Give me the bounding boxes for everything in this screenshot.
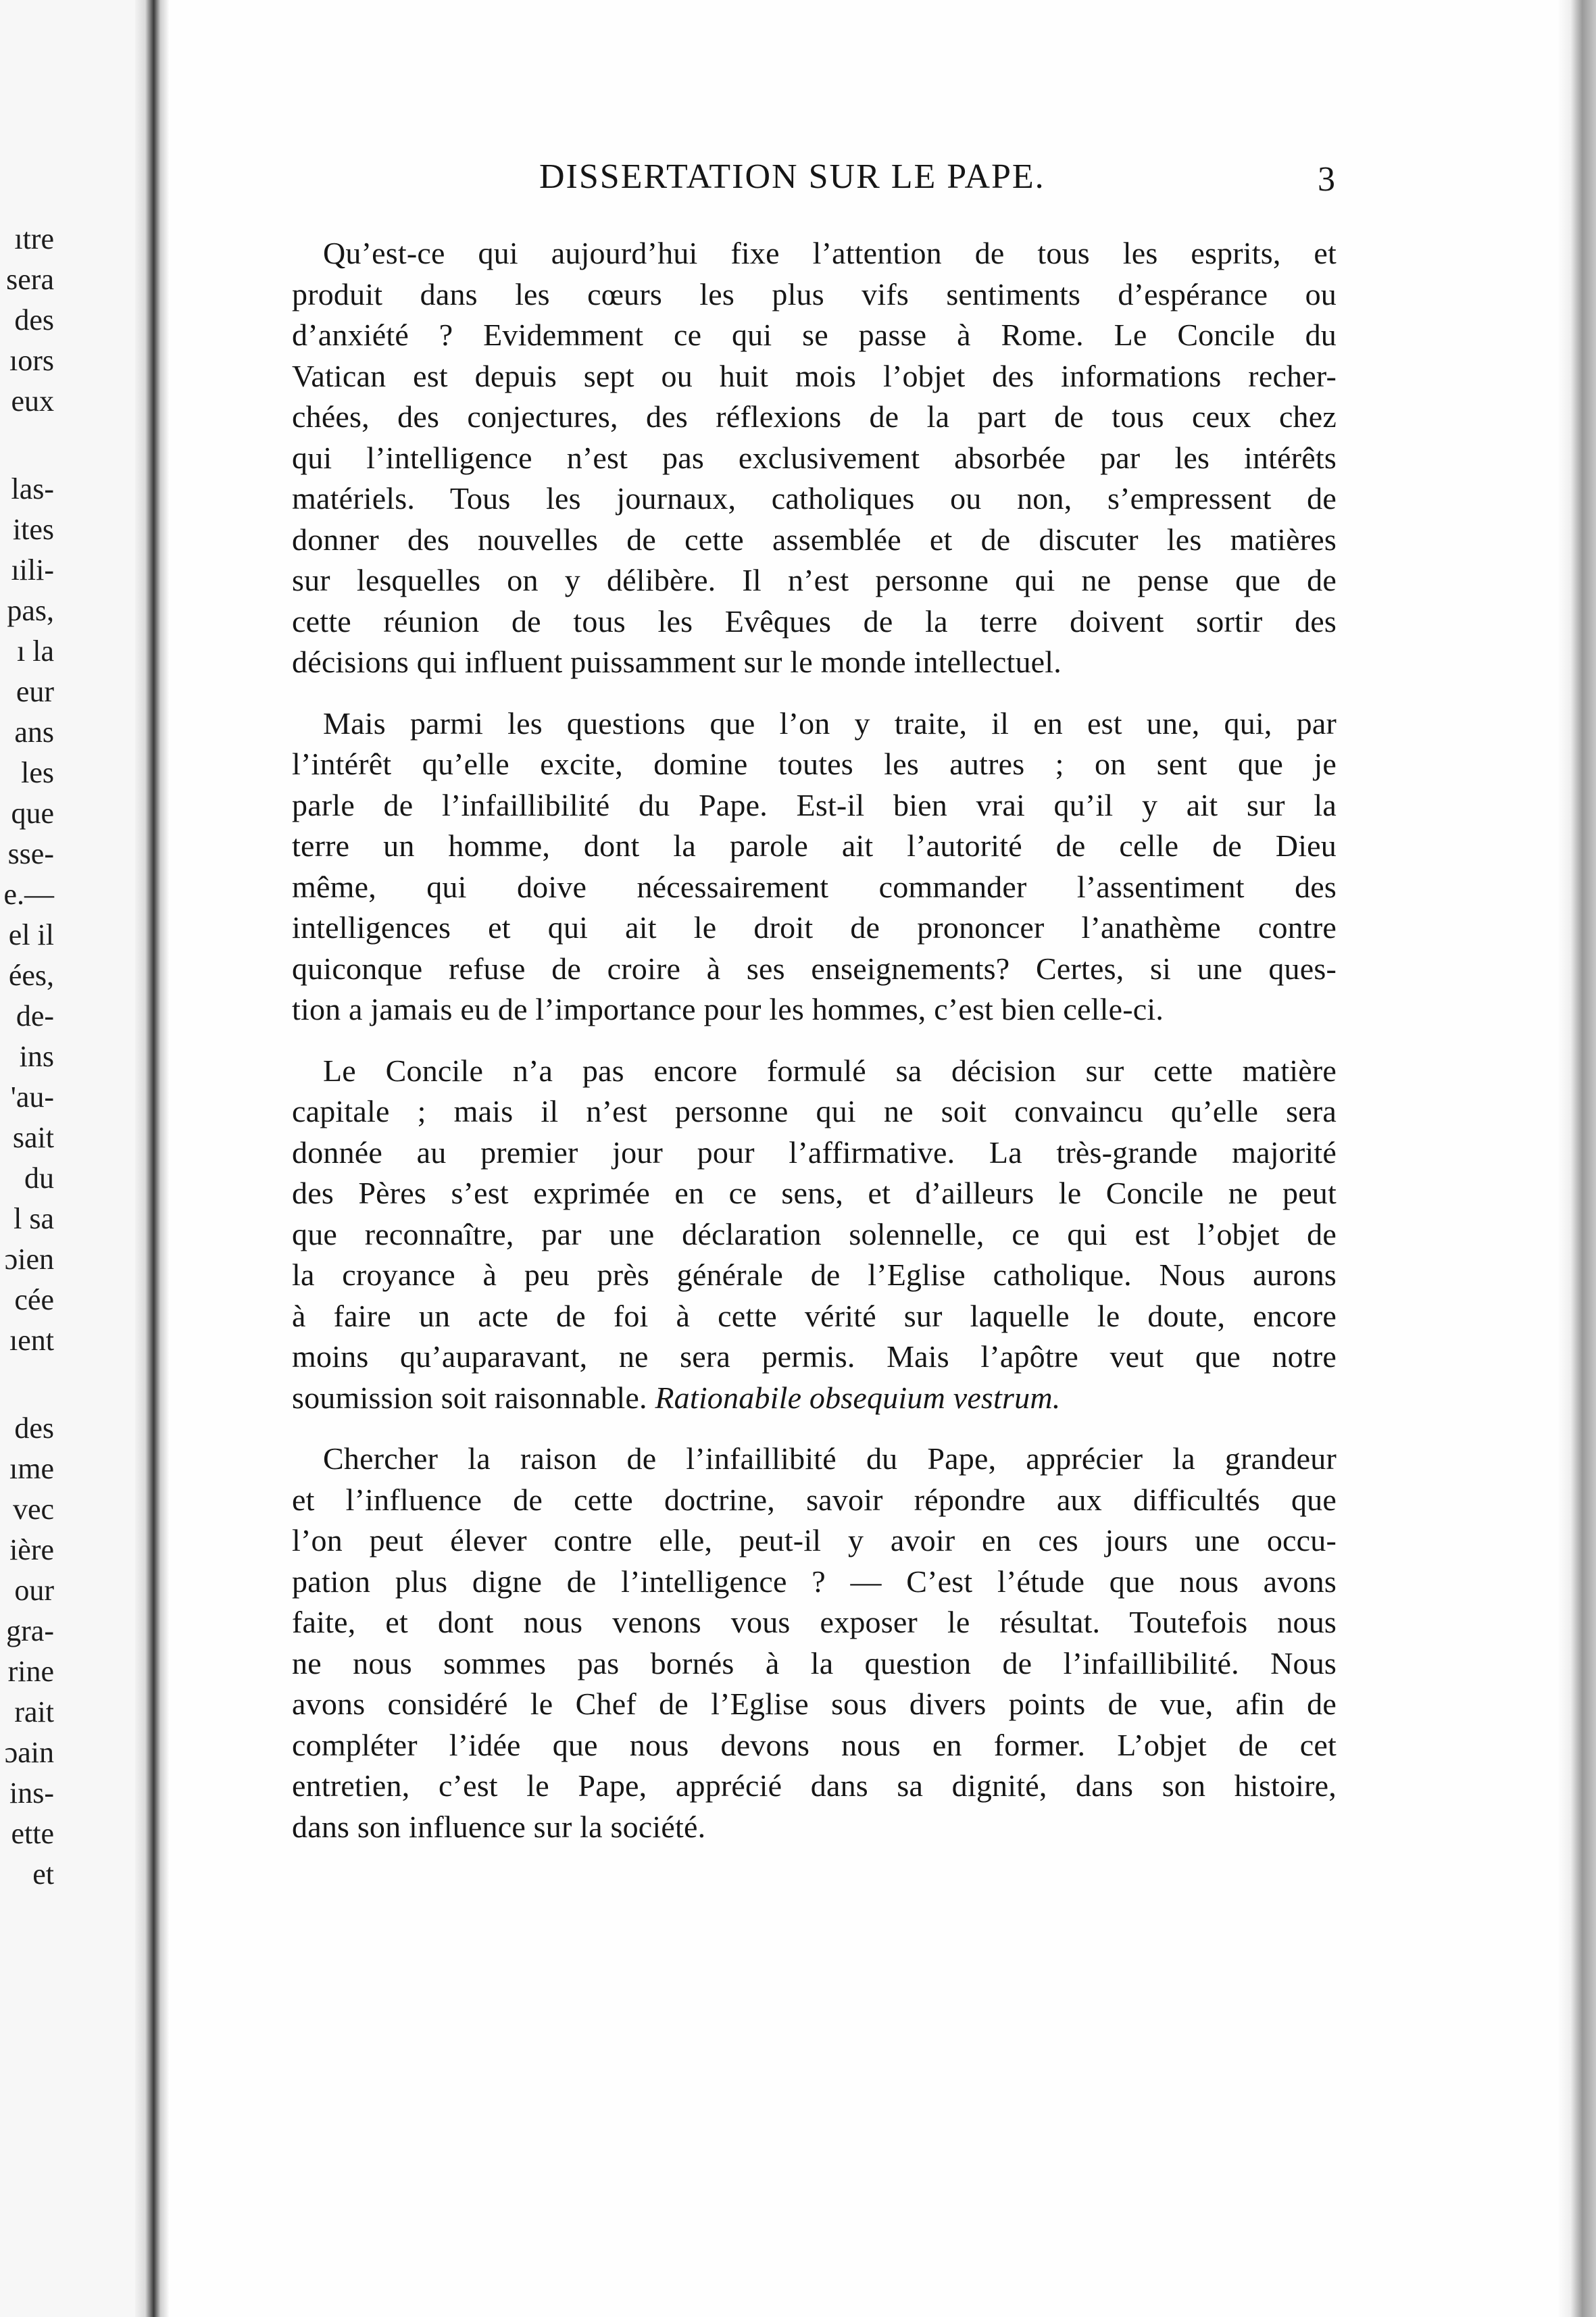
facing-page-line-end: el il [8, 918, 54, 951]
text-line: faite, et dont nous venons vous exposer le résultat. Toutefois nous [292, 1605, 1337, 1639]
paragraph-3 [292, 1051, 1337, 1419]
body-text [292, 233, 1337, 1868]
running-title: DISSERTATION SUR LE PAPE. [539, 157, 1045, 196]
text-line: moins qu’auparavant, ne sera permis. Mais l’apôtre veut que notre [292, 1339, 1337, 1374]
facing-page-line-end: ɔien [4, 1243, 54, 1276]
text-line: ne nous sommes pas bornés à la question de l’infaillibilité. Nous [292, 1645, 1337, 1680]
facing-page-line-end: eur [16, 675, 54, 708]
facing-page-line-end: de- [16, 999, 54, 1032]
facing-page-line-end: des [14, 303, 54, 337]
facing-page-line-end: e.— [3, 878, 54, 911]
facing-page-fragment [0, 0, 157, 2317]
text-line: donnée au premier jour pour l’affirmative. La très-grande majorité [292, 1135, 1337, 1170]
text-line: intelligences et qui ait le droit de prononcer l’anathème contre [292, 910, 1337, 945]
text-line: produit dans les cœurs les plus vifs sentiments d’espérance ou [292, 276, 1337, 312]
text-line: dans son influence sur la société. [292, 1809, 706, 1844]
facing-page-line-end: ı la [17, 634, 54, 668]
facing-page-line-end: ıtre [14, 222, 54, 255]
facing-page-line-end: gra- [6, 1614, 54, 1647]
text-line: décisions qui influent puissamment sur le monde intellectuel. [292, 645, 1062, 679]
facing-page-line-end: sse- [7, 837, 54, 870]
facing-page-line-end: l sa [14, 1202, 54, 1235]
text-line: des Pères s’est exprimée en ce sens, et d’ailleurs le Concile ne peut [292, 1176, 1337, 1210]
text-line: cette réunion de tous les Evêques de la terre doivent sortir des [292, 603, 1337, 639]
facing-page-line-end: our [14, 1574, 54, 1607]
facing-page-line-end: sera [6, 263, 54, 296]
facing-page-line-end: ans [14, 716, 54, 749]
text-line: que reconnaître, par une déclaration solennelle, ce qui est l’objet de [292, 1216, 1337, 1251]
facing-page-line-end: ıors [9, 344, 54, 377]
facing-page-line-end: que [11, 797, 54, 830]
text-line: matériels. Tous les journaux, catholiques ou non, s’empressent de [292, 481, 1337, 516]
text-line: entretien, c’est le Pape, apprécié dans sa dignité, dans son histoire, [292, 1768, 1337, 1803]
page-edge [1557, 0, 1596, 2317]
facing-page-line-end: ıili- [11, 553, 54, 587]
text-line: à faire un acte de foi à cette vérité sur laquelle le doute, encore [292, 1298, 1337, 1333]
text-line [292, 1378, 1337, 1419]
text-line: et l’influence de cette doctrine, savoir répondre aux difficultés que [292, 1482, 1337, 1517]
page-number: 3 [1318, 160, 1335, 199]
facing-page-line-end: ées, [8, 959, 54, 992]
facing-page-line-end: ière [9, 1533, 54, 1566]
facing-page-line-end: des [14, 1412, 54, 1445]
facing-page-line-end: cée [14, 1283, 54, 1316]
page-gutter [135, 0, 169, 2317]
facing-page-line-end: ıent [9, 1324, 54, 1357]
text-line: Le Concile n’a pas encore formulé sa décision sur cette matière [323, 1053, 1337, 1088]
facing-page-line-end: ette [11, 1817, 54, 1850]
text-line: Vatican est depuis sept ou huit mois l’objet des informations recher- [292, 358, 1337, 393]
latin-quotation: Rationabile obsequium vestrum. [655, 1380, 1061, 1415]
facing-page-line-end: pas, [7, 594, 54, 627]
facing-page-line-end: rait [14, 1695, 54, 1728]
text-line: pation plus digne de l’intelligence ? — C’est l’étude que nous avons [292, 1564, 1337, 1599]
paragraph-4 [292, 1439, 1337, 1847]
facing-page-line-end: 'au- [10, 1080, 54, 1114]
facing-page-line-end: eux [11, 384, 54, 418]
text-line: Chercher la raison de l’infaillibité du Pape, apprécier la grandeur [323, 1441, 1337, 1476]
facing-page-line-end: ıme [9, 1452, 54, 1485]
text-line: sur lesquelles on y délibère. Il n’est personne qui ne pense que de [292, 563, 1337, 597]
text-line: compléter l’idée que nous devons nous en former. L’objet de cet [292, 1727, 1337, 1762]
text-line-roman: soumission soit raisonnable. [292, 1380, 647, 1415]
facing-page-line-end: et [32, 1858, 54, 1891]
text-line: tion a jamais eu de l’importance pour les hommes, c’est bien celle-ci. [292, 992, 1164, 1026]
facing-page-line-end: ɔain [4, 1736, 54, 1769]
text-line: quiconque refuse de croire à ses enseignements? Certes, si une ques- [292, 951, 1337, 986]
facing-page-line-end: ins- [9, 1776, 54, 1810]
facing-page-line-end: ins [19, 1040, 54, 1073]
text-line: l’intérêt qu’elle excite, domine toutes les autres ; on sent que je [292, 747, 1337, 781]
text-line: Mais parmi les questions que l’on y traite, il en est une, qui, par [323, 705, 1337, 741]
facing-page-line-end: rine [7, 1655, 54, 1688]
text-line: même, qui doive nécessairement commander l’assentiment des [292, 869, 1337, 904]
text-line: Qu’est-ce qui aujourd’hui fixe l’attention de tous les esprits, et [323, 236, 1337, 270]
facing-page-line-end: vec [12, 1493, 54, 1526]
text-line: terre un homme, dont la parole ait l’autorité de celle de Dieu [292, 828, 1337, 863]
book-page [169, 0, 1557, 2317]
text-line: qui l’intelligence n’est pas exclusivement absorbée par les intérêts [292, 440, 1337, 475]
facing-page-line-end: ites [12, 513, 54, 546]
text-line: chées, des conjectures, des réflexions de la part de tous ceux chez [292, 399, 1337, 434]
text-line: d’anxiété ? Evidemment ce qui se passe à Rome. Le Concile du [292, 318, 1337, 352]
running-head [169, 157, 1557, 197]
facing-page-line-end: las- [11, 472, 54, 505]
facing-page-line-end: les [21, 756, 54, 789]
paragraph-2 [292, 703, 1337, 1030]
text-line: parle de l’infaillibilité du Pape. Est-il bien vrai qu’il y ait sur la [292, 787, 1337, 822]
text-line: la croyance à peu près générale de l’Eglise catholique. Nous aurons [292, 1257, 1337, 1292]
facing-page-line-end: sait [12, 1121, 54, 1154]
text-line: capitale ; mais il n’est personne qui ne soit convaincu qu’elle sera [292, 1094, 1337, 1128]
paragraph-1 [292, 233, 1337, 683]
facing-page-line-end: du [24, 1162, 54, 1195]
text-line: donner des nouvelles de cette assemblée et de discuter les matières [292, 522, 1337, 557]
text-line: l’on peut élever contre elle, peut-il y avoir en ces jours une occu- [292, 1523, 1337, 1558]
text-line: avons considéré le Chef de l’Eglise sous divers points de vue, afin de [292, 1687, 1337, 1721]
